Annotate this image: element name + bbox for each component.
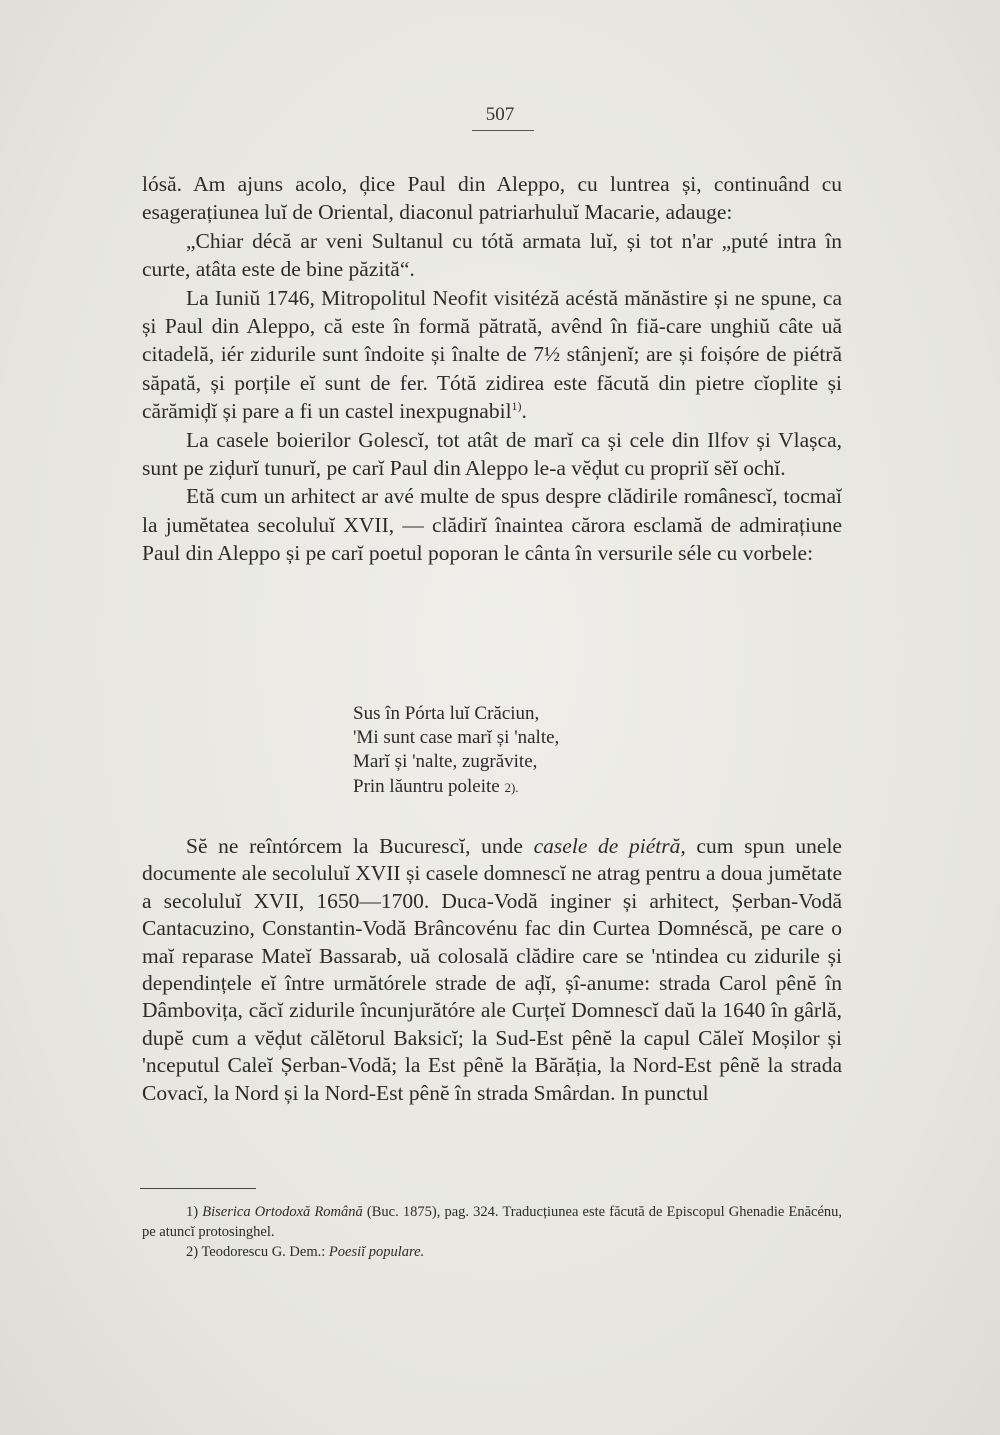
paragraph-4: La casele boierilor Golescĭ, tot atât de marĭ ca și cele din Ilfov și Vlașca, sunt pe ziḑurĭ tunurĭ, pe carĭ Paul din Aleppo le-a vĕḑut cu propriĭ sĕĭ ochĭ. [142, 427, 842, 481]
paragraph-1: lósă. Am ajuns acolo, ḑice Paul din Aleppo, cu luntrea și, continuând cu esagerațiunea luĭ de Oriental, diaconul patriarhuluĭ Macarie, adauge: [142, 172, 842, 225]
paragraph-2: „Chiar décă ar veni Sultanul cu tótă armata luĭ, și tot n'ar „puté intra în curte, atâta este de bine păzită“. [142, 228, 842, 282]
body-text-lower [142, 833, 842, 1107]
footnote-2-mark: 2) [186, 1244, 199, 1260]
poem-line: Marĭ și 'nalte, zugrăvite, [353, 751, 538, 773]
footnotes [142, 1202, 842, 1262]
page-number-rule [472, 130, 534, 131]
page-number: 507 [485, 104, 515, 125]
paragraph-6-italic: casele de piétră, [533, 834, 686, 858]
body-text-upper [142, 170, 842, 568]
paragraph-6 [142, 833, 842, 1107]
footnote-ref-1: 1) [511, 399, 522, 414]
paragraph-3-text: La Iuniŭ 1746, Mitropolitul Neofit visitéză acéstă mănăstire și ne spune, ca și Paul din Aleppo, că este în formă pătrată, avênd în fiă-care unghiŭ câte uă citadelă, iér zidurile sunt îndoite și înalte de 7½ stânjenĭ; are și foișóre de piétră săpată, și porțile eĭ sunt de fer. Tótă zidirea este făcută din pietre cĭoplite și cărămiḑĭ și pare a fi un castel inexpugnabil [142, 285, 842, 424]
poem-line-text: Prin lăuntru poleite [353, 775, 500, 797]
footnote-1-mark: 1) [186, 1204, 199, 1220]
footnote-1-title: Biserica Ortodoxă Română [202, 1204, 363, 1220]
paragraph-6-text-b: cum spun unele documente ale secoluluĭ XVII și casele domnescĭ ne atrag pentru a doua jumĕtate a secoluluĭ XVII, 1650—1700. Duca-Vodă inginer și arhitect, Șerban-Vodă Cantacuzino, Constantin-Vodă Brâncovénu fac din Curtea Domnéscă, pe care o maĭ reparase Mateĭ Bassarab, uă colosală clădire care se 'ntindea cu zidurile și dependințele eĭ între următórele strade de aḑĭ, șî-anume: strada Carol pênĕ în Dâmbovița, căcĭ zidurile încunjurătóre ale Curțeĭ Domnescĭ daŭ la 1640 în gârlă, dupĕ cum a vĕḑut călĕtorul Baksicĭ; la Sud-Est pênĕ la capul Căleĭ Moșilor și 'nceputul Caleĭ Șerban-Vodă; la Est pênĕ la Bărăția, la Nord-Est pênĕ la strada Covacĭ, la Nord și la Nord-Est pênĕ în strada Smârdan. In punctul [142, 834, 842, 1105]
footnote-ref-2: 2). [504, 779, 519, 795]
footnote-2-title: Poesiĭ populare. [328, 1244, 425, 1260]
poem-quote [353, 702, 753, 800]
poem-line [353, 775, 753, 800]
footnote-1 [142, 1202, 842, 1242]
poem-line: 'Mi sunt case marĭ și 'nalte, [353, 727, 560, 749]
footnote-2 [142, 1242, 842, 1262]
paragraph-5: Etă cum un arhitect ar avé multe de spus despre clădirile românescĭ, tocmaĭ la jumĕtatea secoluluĭ XVII, — clădirĭ înaintea cărora esclamă de admirațiune Paul din Aleppo și pe carĭ poetul poporan le cânta în versurile séle cu vorbele: [142, 484, 842, 566]
paragraph-3: La Iuniŭ 1746, Mitropolitul Neofit visitéză acéstă mănăstire și ne spune, ca și Paul din Aleppo, că este în formă pătrată, avênd în fiă-care unghiŭ câte uă citadelă, iér zidurile sunt îndoite și înalte de 7½ stânjenĭ; are și foișóre de piétră săpată, și porțile eĭ sunt de fer. Tótă zidirea este făcută din pietre cĭoplite și cărămiḑĭ și pare a fi un castel inexpugnabil$^{1)}$. [142, 285, 842, 424]
poem-line: Sus în Pórta luĭ Crăciun, [353, 703, 540, 724]
footnote-1-text: (Buc. 1875), pag. 324. Traducțiunea este făcută de Episcopul Ghenadie Enăcénu, pe atuncĭ protosinghel. [142, 1204, 843, 1240]
footnote-rule [140, 1188, 256, 1189]
paragraph-6-text-a: Sĕ ne reîntórcem la Bucurescĭ, unde [186, 834, 534, 858]
footnote-2-text: Teodorescu G. Dem.: [198, 1244, 329, 1260]
